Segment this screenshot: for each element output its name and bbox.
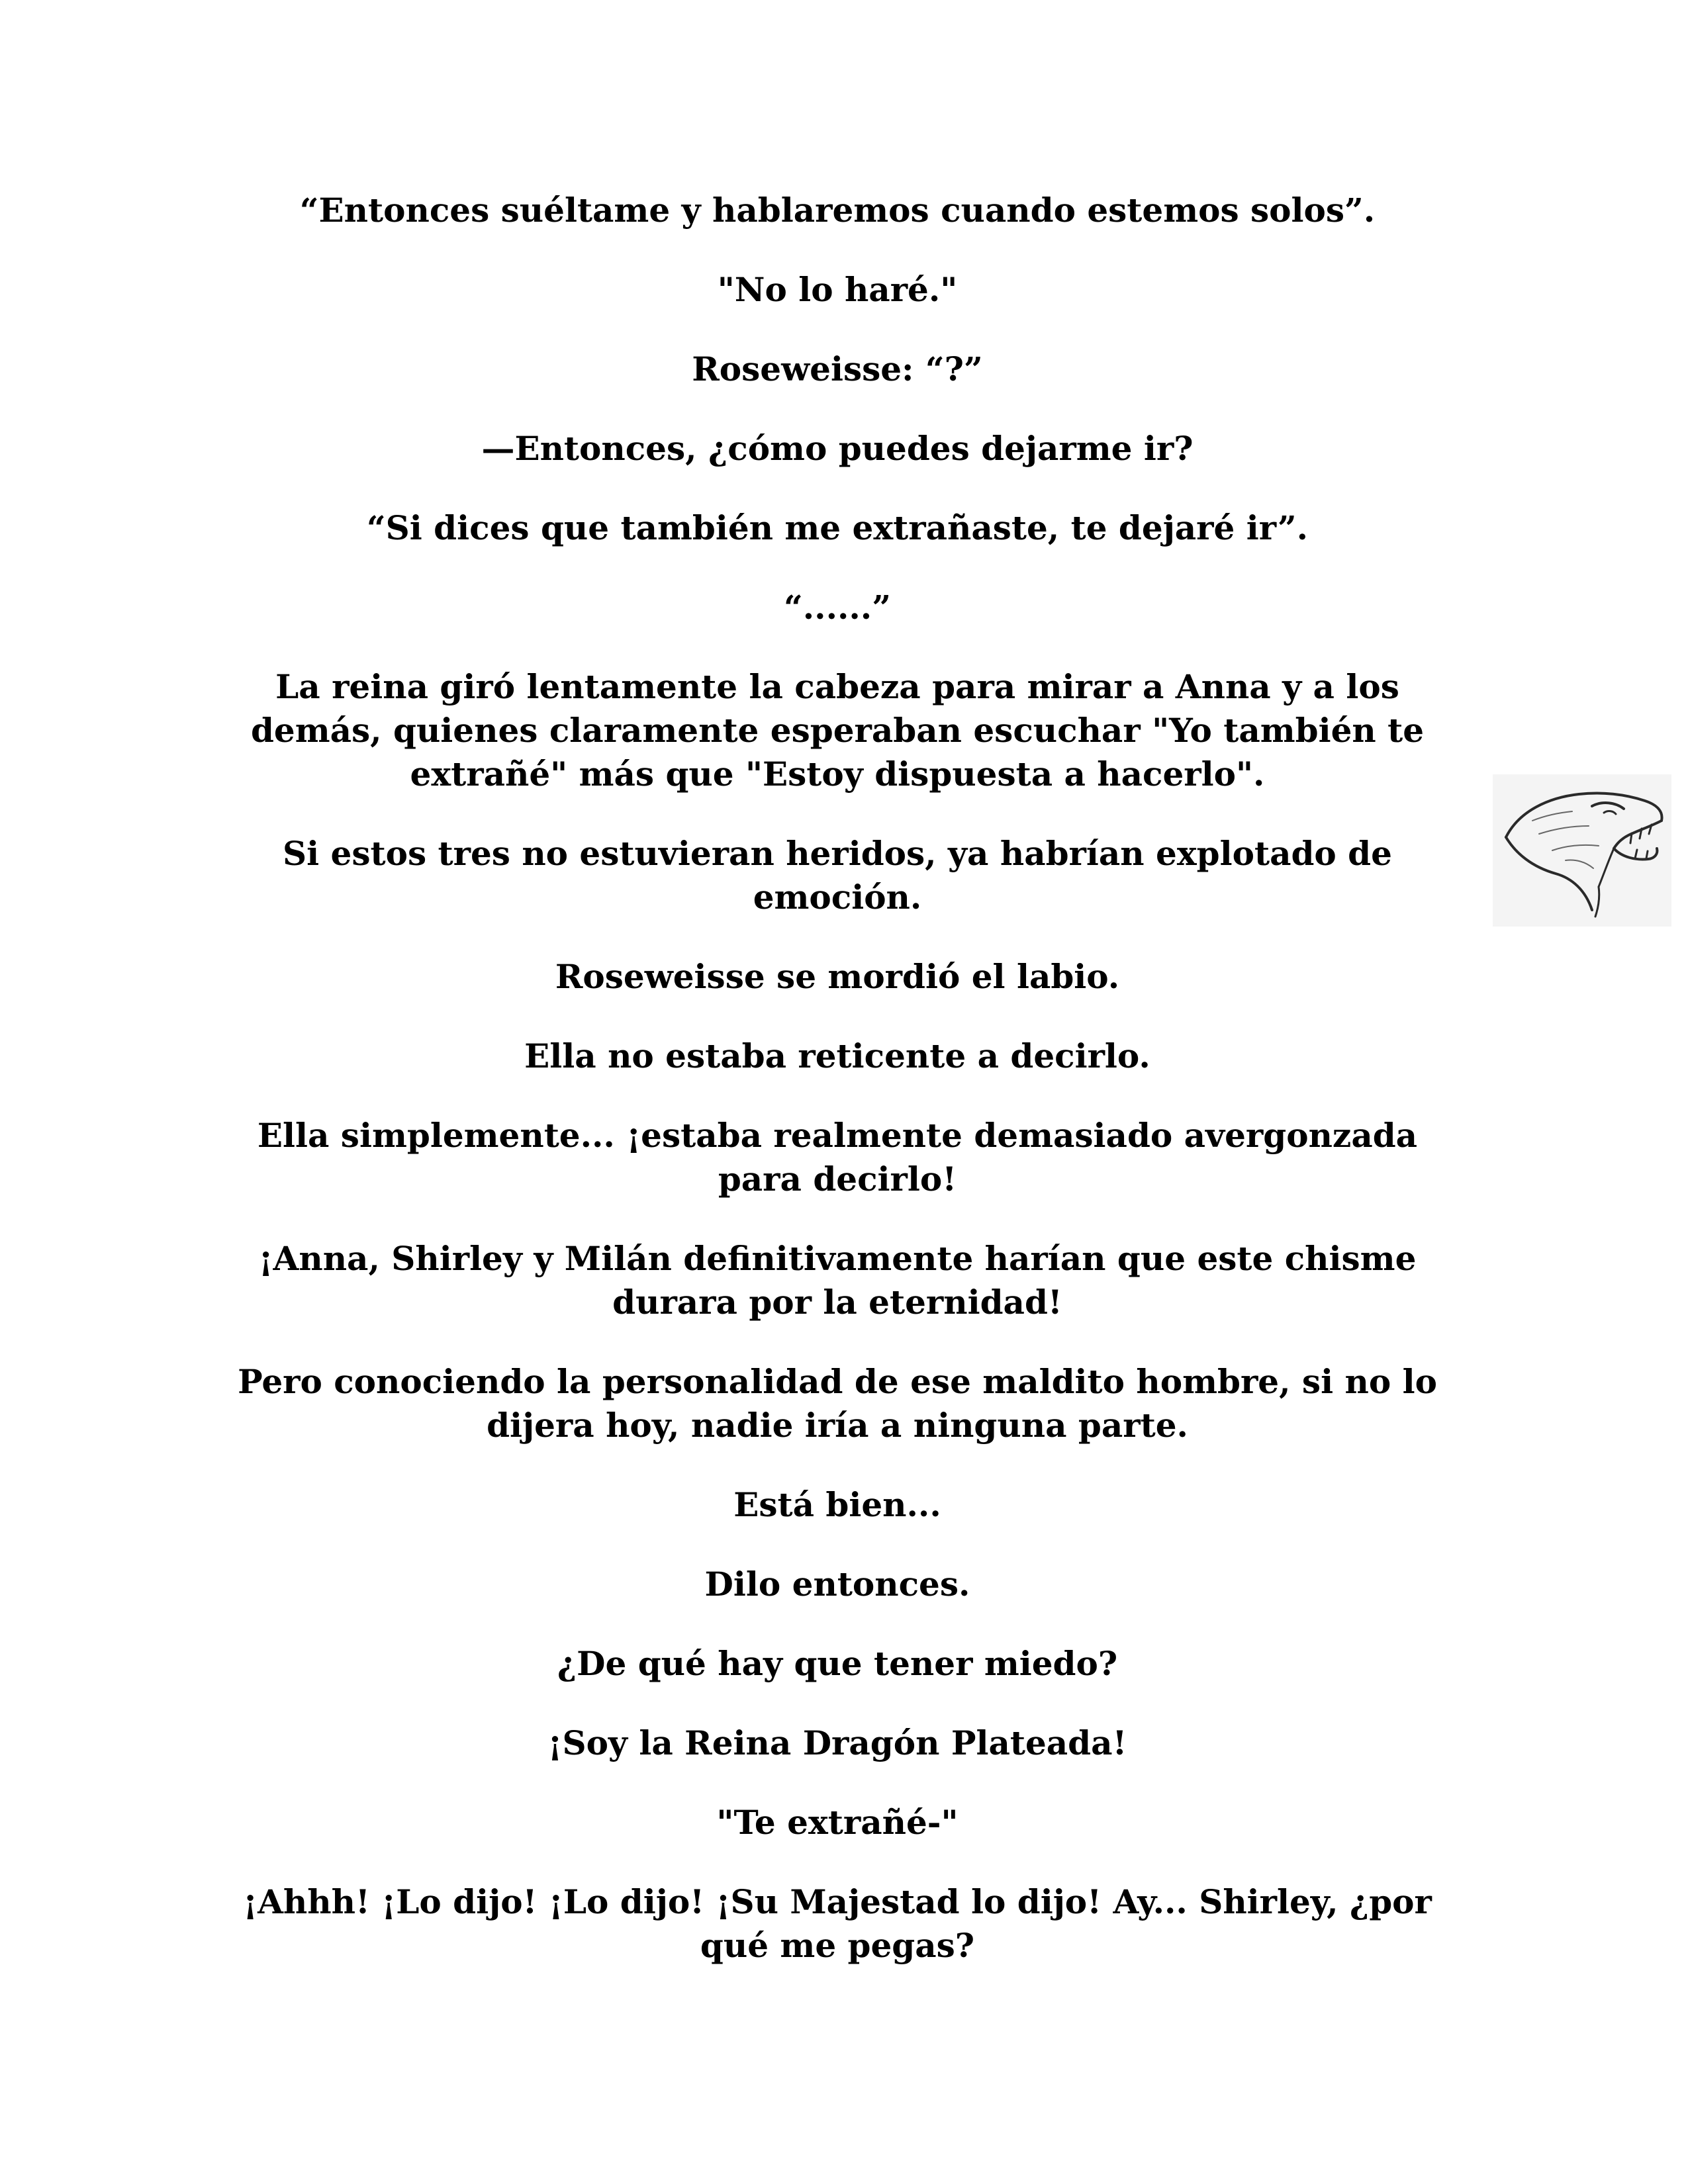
paragraph: La reina giró lentamente la cabeza para mirar a Anna y a los demás, quienes claramente esperaban escuchar "Yo también te extrañé" más que "Estoy dispuesta a hacerlo". [250, 667, 1425, 794]
paragraph: ¿De qué hay que tener miedo? [557, 1644, 1118, 1683]
paragraph: Está bien... [733, 1485, 941, 1524]
paragraph: Pero conociendo la personalidad de ese maldito hombre, si no lo dijera hoy, nadie iría a ninguna parte. [238, 1362, 1437, 1445]
dragon-head-sketch-icon [1493, 774, 1671, 927]
paragraph: Roseweisse: “?” [692, 349, 983, 388]
paragraph: ¡Anna, Shirley y Milán definitivamente harían que este chisme durara por la eternidad! [258, 1239, 1417, 1322]
paragraph: Ella simplemente... ¡estaba realmente demasiado avergonzada para decirlo! [257, 1116, 1418, 1199]
paragraph: Roseweisse se mordió el labio. [555, 957, 1120, 996]
paragraph: Ella no estaba reticente a decirlo. [524, 1036, 1150, 1075]
paragraph: Dilo entonces. [704, 1565, 970, 1604]
text-body [218, 189, 1456, 2003]
paragraph: "Te extrañé-" [716, 1803, 959, 1842]
paragraph: —Entonces, ¿cómo puedes dejarme ir? [481, 429, 1194, 468]
paragraph: "No lo haré." [717, 270, 958, 309]
paragraph: Si estos tres no estuvieran heridos, ya habrían explotado de emoción. [283, 834, 1392, 917]
paragraph: ¡Soy la Reina Dragón Plateada! [547, 1723, 1127, 1762]
paragraph: “Si dices que también me extrañaste, te dejaré ir”. [366, 508, 1309, 547]
paragraph: ¡Ahhh! ¡Lo dijo! ¡Lo dijo! ¡Su Majestad lo dijo! Ay... Shirley, ¿por qué me pegas? [243, 1882, 1432, 1965]
paragraph: “......” [784, 588, 891, 627]
paragraph: “Entonces suéltame y hablaremos cuando estemos solos”. [299, 191, 1376, 230]
